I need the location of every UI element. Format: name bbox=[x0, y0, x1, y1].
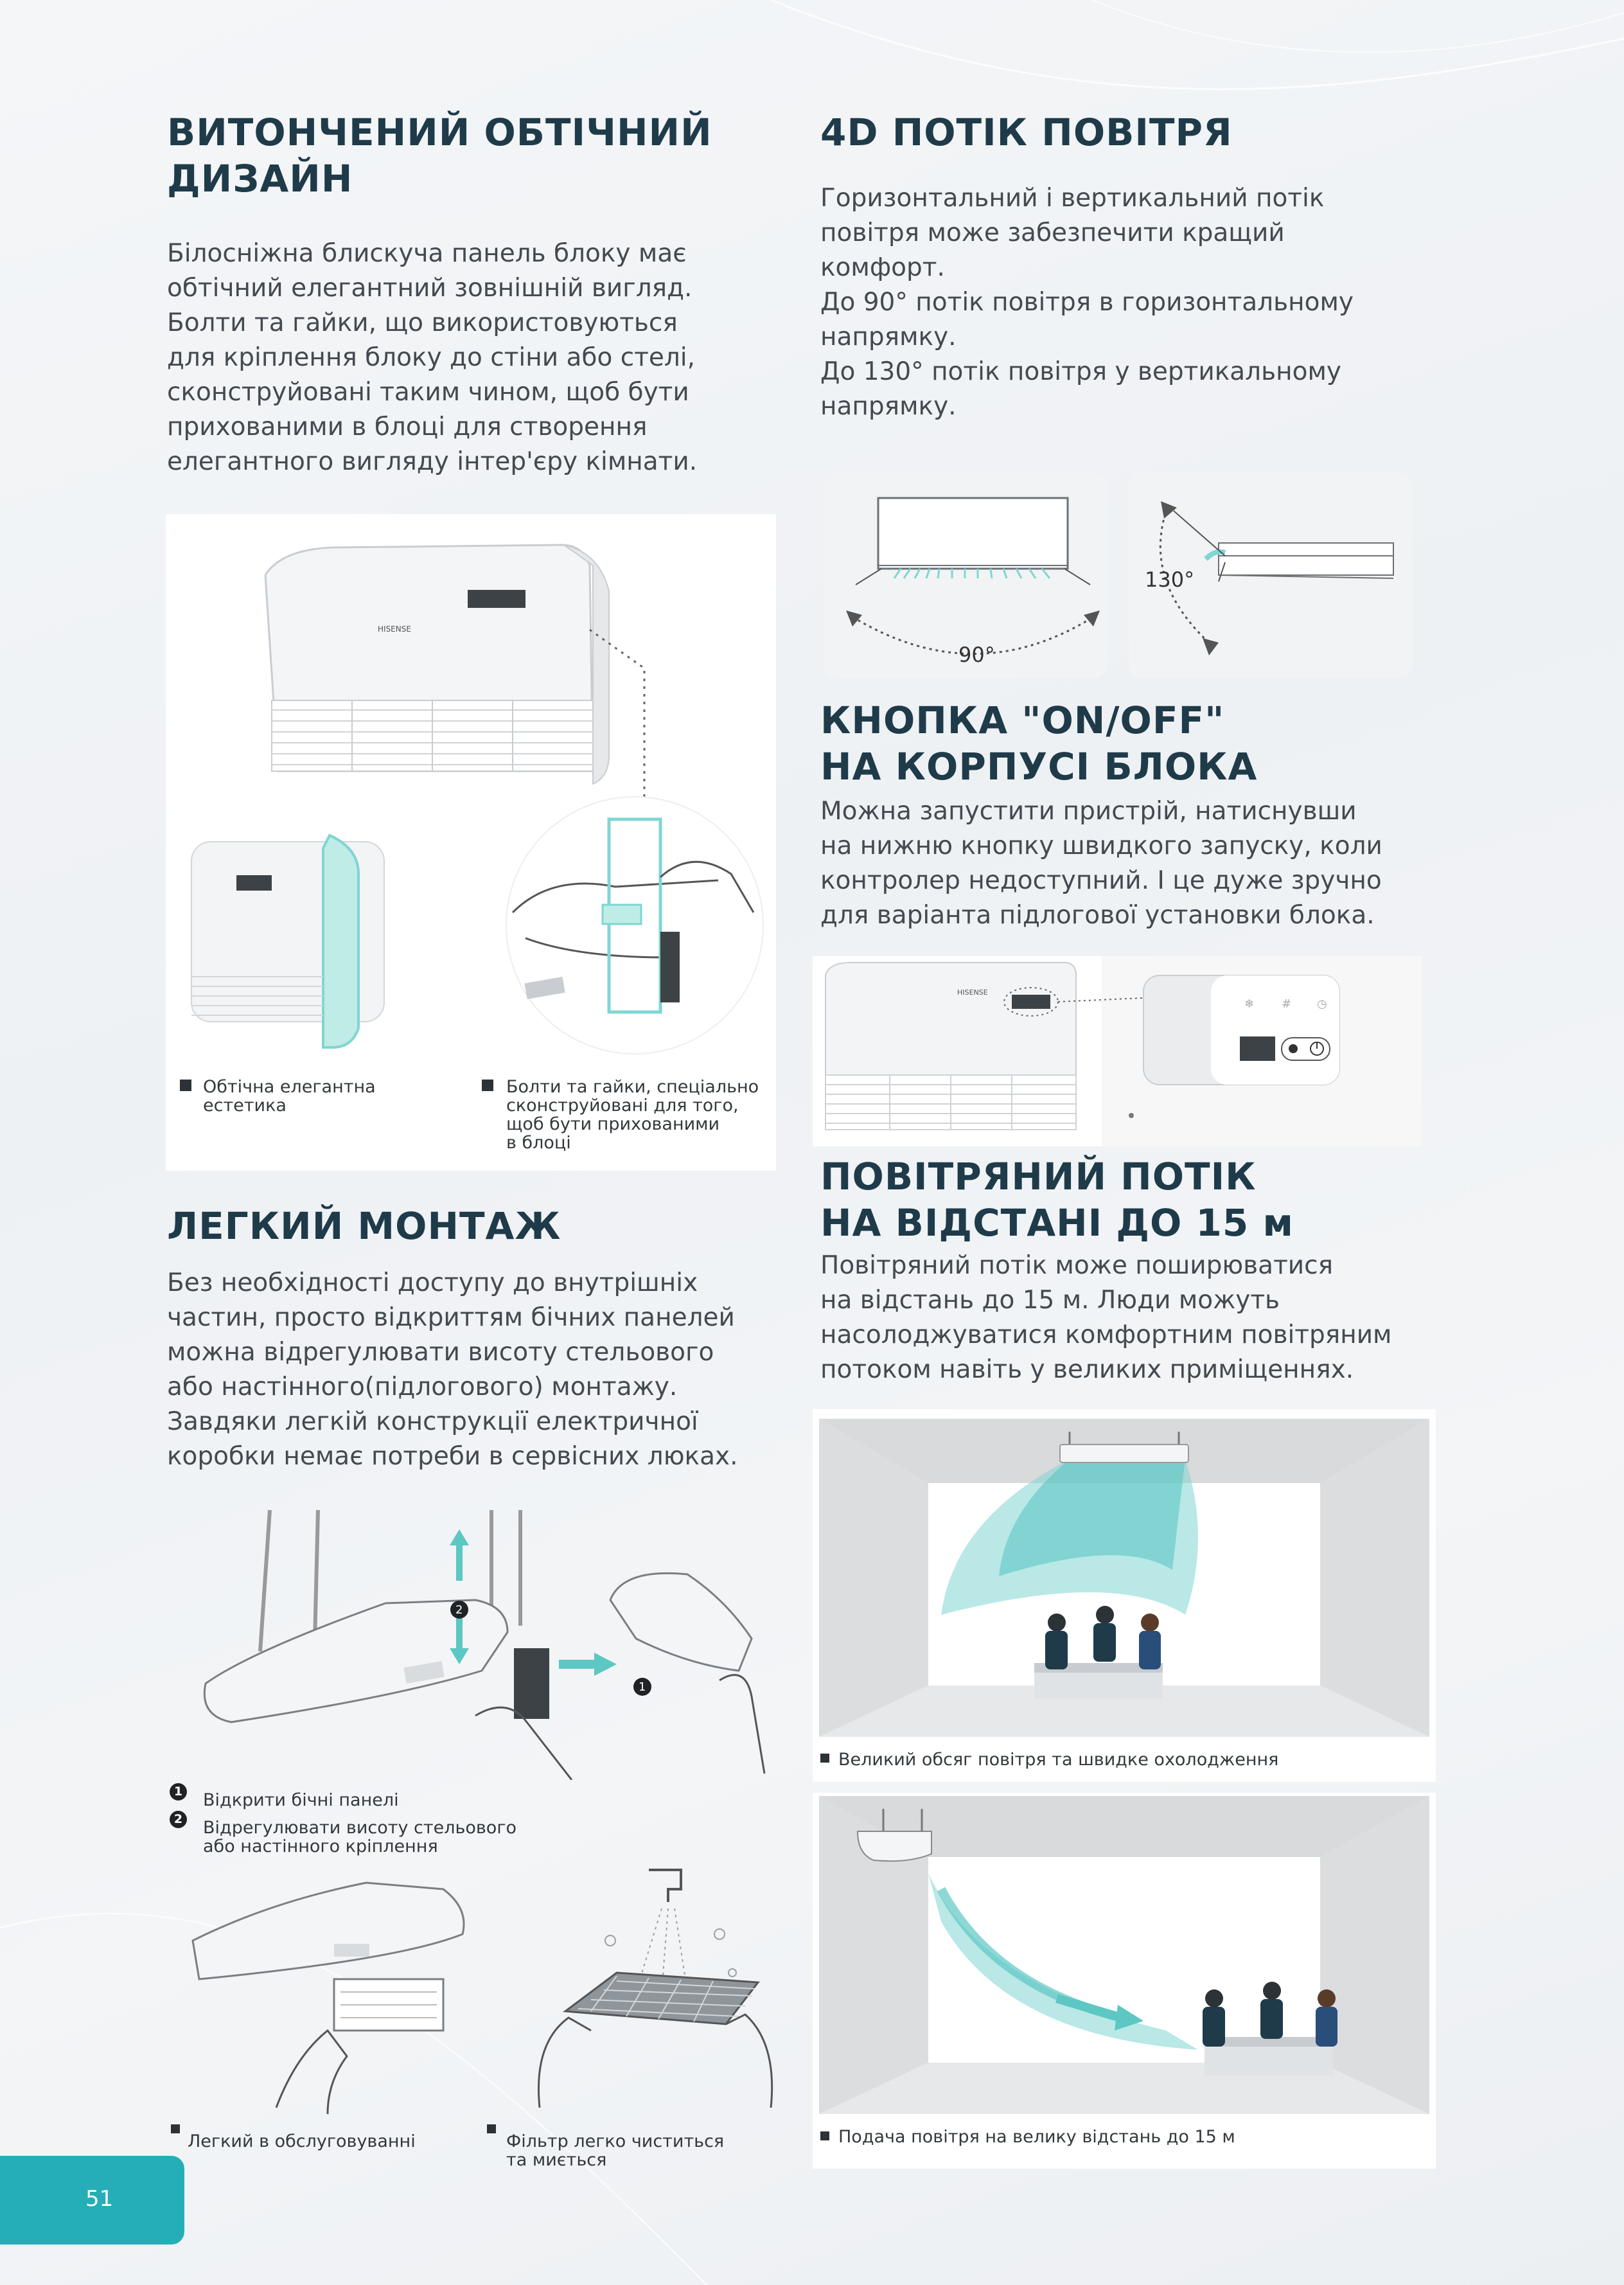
distance-heading bbox=[820, 1153, 1294, 1246]
mount-paragraph bbox=[167, 1266, 737, 1474]
distance-paragraph-line: потоком навіть у великих приміщеннях. bbox=[820, 1355, 1354, 1384]
step-2-text bbox=[203, 1818, 516, 1856]
filter-wash-illustration bbox=[514, 1863, 790, 2114]
design-heading bbox=[167, 109, 712, 202]
caption-filter bbox=[506, 2132, 724, 2169]
design-paragraph-line: сконструйовані таким чином, щоб бути bbox=[167, 378, 689, 407]
airflow4d-paragraph-line: До 130° потік повітря у вертикальному bbox=[820, 357, 1341, 386]
bullet-marker bbox=[171, 2124, 180, 2133]
mount-illustration bbox=[173, 1504, 777, 1780]
grid-icon: # bbox=[1282, 997, 1292, 1011]
room-panel-top bbox=[813, 1409, 1436, 1782]
room-panel-bottom bbox=[813, 1793, 1436, 2169]
onoff-paragraph-line: контролер недоступний. І це дуже зручно bbox=[820, 866, 1382, 895]
design-paragraph-line: Білосніжна блискуча панель блоку має bbox=[167, 239, 687, 268]
mount-paragraph-line: можна відрегулювати висоту стельового bbox=[167, 1338, 714, 1367]
mount-paragraph-line: Без необхідності доступу до внутрішніх bbox=[167, 1268, 698, 1297]
bullet-marker bbox=[180, 1080, 191, 1091]
unit-grille bbox=[272, 700, 593, 771]
airflow4d-paragraph-line: напрямку. bbox=[820, 392, 957, 421]
design-heading-line-1: ВИТОНЧЕНИЙ ОБТІЧНИЙ bbox=[167, 111, 712, 154]
caption-service-line: Легкий в обслуговуванні bbox=[188, 2131, 416, 2151]
distance-paragraph-line: насолоджуватися комфортним повітряним bbox=[820, 1320, 1392, 1349]
caption-hidden-bolts-line: сконструйовані для того, bbox=[506, 1096, 739, 1116]
design-paragraph-line: для кріплення блоку до стіни або стелі, bbox=[167, 343, 696, 372]
page-number: 51 bbox=[85, 2186, 114, 2212]
snowflake-icon: ❄ bbox=[1244, 997, 1255, 1011]
design-paragraph-line: обтічний елегантний зовнішній вигляд. bbox=[167, 274, 693, 303]
onoff-heading-line-2: НА КОРПУСІ БЛОКА bbox=[820, 745, 1258, 788]
distance-heading-line-1: ПОВІТРЯНИЙ ПОТІК bbox=[820, 1155, 1257, 1198]
onoff-display bbox=[1240, 1036, 1275, 1061]
onoff-unit-logo: HISENSE bbox=[957, 988, 988, 997]
onoff-paragraph bbox=[820, 794, 1382, 933]
design-heading-line-2: ДИЗАЙН bbox=[167, 157, 353, 200]
onoff-heading bbox=[820, 697, 1257, 790]
design-paragraph-line: прихованими в блоці для створення bbox=[167, 413, 648, 441]
bullet-marker bbox=[820, 1754, 829, 1763]
step-2-line: Відрегулювати висоту стельового bbox=[203, 1818, 517, 1838]
design-paragraph bbox=[167, 236, 697, 479]
caption-filter-line: та миється bbox=[506, 2150, 607, 2170]
design-paragraph-line: Болти та гайки, що використовуються bbox=[167, 308, 678, 337]
distance-paragraph-line: на відстань до 15 м. Люди можуть bbox=[820, 1286, 1280, 1315]
horizontal-angle-label: 90° bbox=[958, 643, 995, 667]
airflow4d-paragraph-line: комфорт. bbox=[820, 253, 945, 282]
distance-paragraph bbox=[820, 1249, 1391, 1387]
design-image-panel bbox=[166, 514, 776, 1171]
caption-long-distance-line: Подача повітря на велику відстань до 15 м bbox=[838, 2127, 1235, 2147]
caption-filter-line: Фільтр легко чиститься bbox=[506, 2131, 725, 2151]
caption-hidden-bolts bbox=[506, 1078, 759, 1152]
caption-hidden-bolts-line: в блоці bbox=[506, 1133, 571, 1153]
step-1-line: Відкрити бічні панелі bbox=[203, 1790, 399, 1810]
airflow4d-heading: 4D ПОТІК ПОВІТРЯ bbox=[820, 111, 1233, 154]
indoor-unit-illustration bbox=[166, 514, 776, 1171]
caption-hidden-bolts-line: Болти та гайки, спеціально bbox=[506, 1077, 759, 1097]
service-illustration bbox=[173, 1863, 475, 2114]
clock-icon: ◷ bbox=[1317, 997, 1327, 1011]
onoff-paragraph-line: для варіанта підлогової установки блока. bbox=[820, 901, 1375, 930]
mount-heading: ЛЕГКИЙ МОНТАЖ bbox=[167, 1204, 561, 1248]
detail-circle-right bbox=[506, 797, 763, 1054]
meeting-people-top bbox=[1034, 1606, 1163, 1698]
step-2-badge: 2 bbox=[170, 1811, 187, 1828]
step-1-badge: 1 bbox=[170, 1783, 187, 1800]
mount-paragraph-line: Завдяки легкій конструкції електричної bbox=[167, 1407, 698, 1436]
svg-text:2: 2 bbox=[455, 1603, 463, 1617]
airflow4d-paragraph-line: напрямку. bbox=[820, 323, 957, 351]
bullet-marker bbox=[820, 2131, 829, 2140]
caption-aesthetics-line: естетика bbox=[203, 1096, 287, 1116]
caption-aesthetics bbox=[203, 1078, 376, 1115]
onoff-paragraph-line: на нижню кнопку швидкого запуску, коли bbox=[820, 831, 1382, 860]
distance-heading-line-2: НА ВІДСТАНІ ДО 15 м bbox=[820, 1201, 1294, 1245]
bullet-marker bbox=[487, 2124, 496, 2133]
caption-aesthetics-line: Обтічна елегантна bbox=[203, 1077, 376, 1097]
svg-text:1: 1 bbox=[639, 1680, 646, 1694]
airflow4d-paragraph-line: До 90° потік повітря в горизонтальному bbox=[820, 288, 1354, 317]
onoff-heading-line-1: КНОПКА "ON/OFF" bbox=[820, 698, 1225, 742]
unit-logo: HISENSE bbox=[378, 625, 411, 634]
mount-paragraph-line: коробки немає потреби в сервісних люках. bbox=[167, 1442, 738, 1471]
bullet-marker bbox=[482, 1080, 493, 1091]
onoff-paragraph-line: Можна запустити пристрій, натиснувши bbox=[820, 797, 1357, 826]
onoff-image-panel bbox=[813, 956, 1422, 1146]
airflow4d-paragraph-line: повітря може забезпечити кращий bbox=[820, 218, 1285, 247]
caption-service bbox=[188, 2132, 416, 2151]
design-paragraph-line: елегантного вигляду інтер'єру кімнати. bbox=[167, 447, 698, 476]
step-2-line: або настінного кріплення bbox=[203, 1836, 438, 1856]
caption-long-distance bbox=[838, 2128, 1235, 2146]
airflow4d-paragraph-line: Горизонтальний і вертикальний потік bbox=[820, 184, 1325, 213]
caption-hidden-bolts-line: щоб бути прихованими bbox=[506, 1114, 720, 1134]
display-panel bbox=[468, 590, 525, 608]
caption-large-volume bbox=[838, 1750, 1278, 1769]
step-1-text bbox=[203, 1791, 399, 1809]
vertical-angle-panel bbox=[1129, 472, 1413, 678]
caption-large-volume-line: Великий обсяг повітря та швидке охолодження bbox=[838, 1750, 1279, 1770]
horizontal-angle-panel bbox=[824, 472, 1108, 678]
airflow4d-paragraph bbox=[820, 181, 1354, 424]
mount-paragraph-line: або настінного(підлогового) монтажу. bbox=[167, 1373, 678, 1401]
mount-paragraph-line: частин, просто відкриттям бічних панелей bbox=[167, 1303, 735, 1332]
vertical-angle-label: 130° bbox=[1145, 567, 1195, 592]
distance-paragraph-line: Повітряний потік може поширюватися bbox=[820, 1251, 1334, 1280]
